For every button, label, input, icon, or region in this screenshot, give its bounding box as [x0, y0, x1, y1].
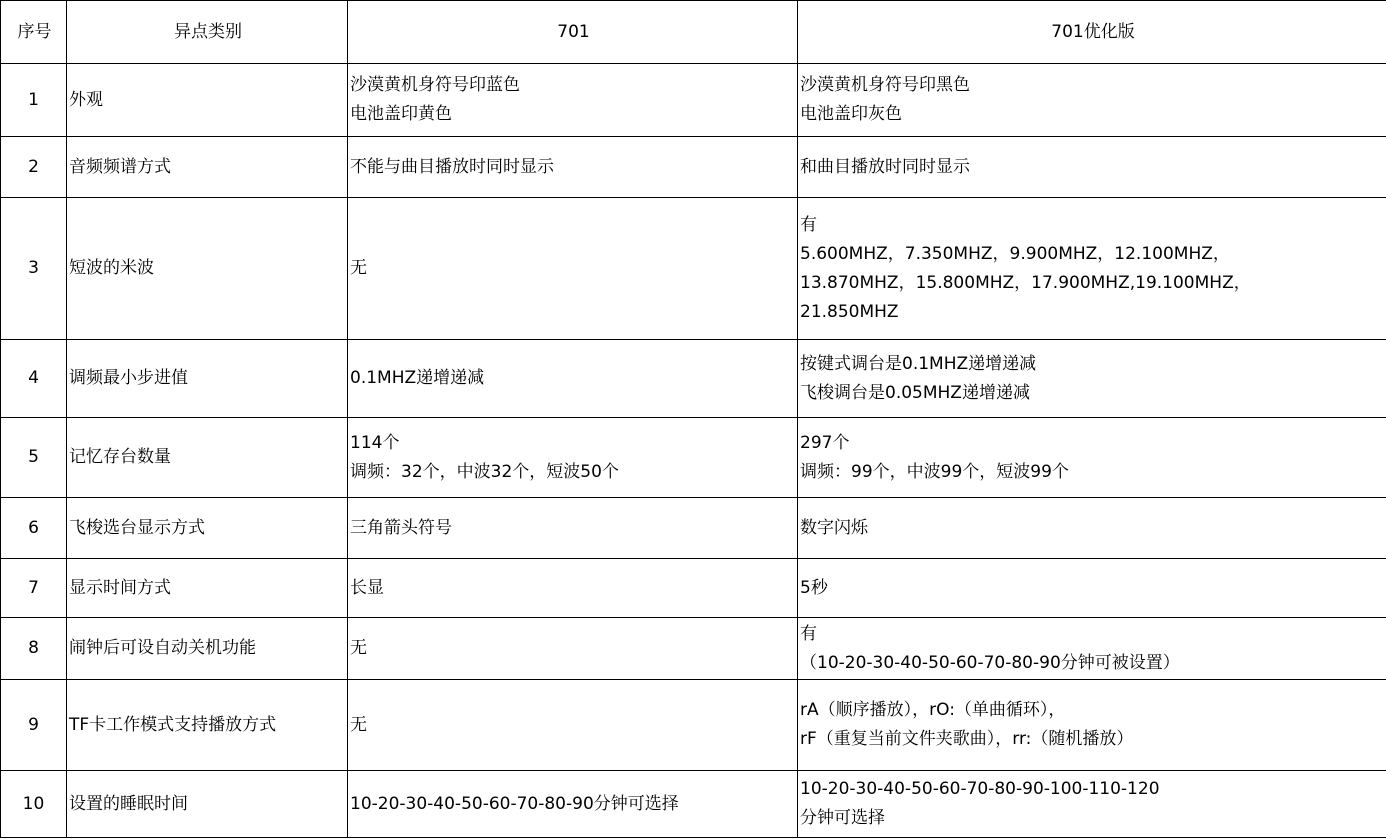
cell-line: 10-20-30-40-50-60-70-80-90分钟可选择	[350, 793, 679, 814]
cell-701-optimized	[798, 64, 1386, 137]
cell-701-optimized	[798, 418, 1386, 498]
row-number: 3	[1, 198, 67, 340]
cell-line: 电池盖印黄色	[350, 104, 452, 124]
table-row	[1, 64, 1386, 137]
cell-line: 不能与曲目播放时同时显示	[350, 156, 554, 177]
cell-701	[348, 498, 798, 559]
row-number: 5	[1, 418, 67, 498]
cell-line: 有	[800, 623, 817, 644]
row-category: 飞梭选台显示方式	[67, 498, 348, 559]
row-category: 记忆存台数量	[67, 418, 348, 498]
row-category: 音频频谱方式	[67, 137, 348, 198]
row-number: 10	[1, 771, 67, 838]
table-row	[1, 198, 1386, 340]
cell-line: 114个	[350, 432, 400, 453]
cell-line: 数字闪烁	[800, 517, 868, 538]
cell-line: 21.850MHZ	[800, 301, 899, 322]
table-row	[1, 559, 1386, 618]
table-row	[1, 340, 1386, 418]
cell-701-optimized	[798, 137, 1386, 198]
row-number: 1	[1, 64, 67, 137]
cell-line: 长显	[350, 577, 384, 598]
table-row	[1, 771, 1386, 838]
cell-line: 飞梭调台是0.05MHZ递增递减	[800, 382, 1030, 403]
cell-701-optimized	[798, 680, 1386, 771]
row-number: 4	[1, 340, 67, 418]
cell-line: 调频：32个，中波32个，短波50个	[350, 461, 619, 482]
cell-line: 沙漠黄机身符号印黑色	[800, 75, 970, 95]
cell-701	[348, 64, 798, 137]
row-category: 外观	[67, 64, 348, 137]
row-number: 2	[1, 137, 67, 198]
cell-line: 电池盖印灰色	[800, 104, 902, 124]
cell-line: 调频：99个，中波99个，短波99个	[800, 461, 1069, 482]
table-row	[1, 418, 1386, 498]
header-row	[1, 1, 1386, 64]
cell-line: 沙漠黄机身符号印蓝色	[350, 75, 520, 95]
cell-line: rA（顺序播放），rO:（单曲循环），	[800, 700, 1066, 720]
cell-701-optimized	[798, 340, 1386, 418]
table-row	[1, 498, 1386, 559]
row-category: 调频最小步进值	[67, 340, 348, 418]
row-category: 设置的睡眠时间	[67, 771, 348, 838]
cell-line: 无	[350, 714, 367, 735]
cell-701	[348, 771, 798, 838]
cell-line: 有	[800, 214, 817, 235]
row-number: 7	[1, 559, 67, 618]
cell-701-optimized	[798, 498, 1386, 559]
cell-701	[348, 618, 798, 680]
row-category: 闹钟后可设自动关机功能	[67, 618, 348, 680]
cell-line: 10-20-30-40-50-60-70-80-90-100-110-120	[800, 779, 1160, 799]
cell-line: 13.870MHZ，15.800MHZ，17.900MHZ,19.100MHZ，	[800, 272, 1251, 293]
header-701-optimized: 701优化版	[798, 1, 1386, 64]
cell-line: 无	[350, 258, 367, 278]
cell-701	[348, 137, 798, 198]
header-701: 701	[348, 1, 798, 64]
cell-701	[348, 680, 798, 771]
cell-line: 0.1MHZ递增递减	[350, 368, 485, 388]
cell-line: 5.600MHZ，7.350MHZ，9.900MHZ，12.100MHZ，	[800, 243, 1230, 264]
row-number: 8	[1, 618, 67, 680]
header-category: 异点类别	[67, 1, 348, 64]
cell-line: 无	[350, 638, 367, 658]
table-row	[1, 680, 1386, 771]
cell-701-optimized	[798, 198, 1386, 340]
cell-line: 5秒	[800, 577, 828, 598]
cell-701	[348, 198, 798, 340]
row-category: 显示时间方式	[67, 559, 348, 618]
cell-701-optimized	[798, 618, 1386, 680]
row-number: 9	[1, 680, 67, 771]
cell-line: （10-20-30-40-50-60-70-80-90分钟可被设置）	[800, 652, 1180, 673]
cell-line: 和曲目播放时同时显示	[800, 156, 970, 177]
cell-701	[348, 340, 798, 418]
table-row	[1, 137, 1386, 198]
cell-line: 分钟可选择	[800, 808, 885, 828]
cell-701-optimized	[798, 771, 1386, 838]
row-category: TF卡工作模式支持播放方式	[67, 680, 348, 771]
cell-701	[348, 418, 798, 498]
row-category: 短波的米波	[67, 198, 348, 340]
cell-line: 三角箭头符号	[350, 517, 452, 538]
cell-line: rF（重复当前文件夹歌曲），rr:（随机播放）	[800, 729, 1134, 749]
row-number: 6	[1, 498, 67, 559]
cell-701-optimized	[798, 559, 1386, 618]
cell-line: 按键式调台是0.1MHZ递增递减	[800, 353, 1037, 374]
header-number: 序号	[1, 1, 67, 64]
table-row	[1, 618, 1386, 680]
cell-line: 297个	[800, 432, 850, 453]
cell-701	[348, 559, 798, 618]
